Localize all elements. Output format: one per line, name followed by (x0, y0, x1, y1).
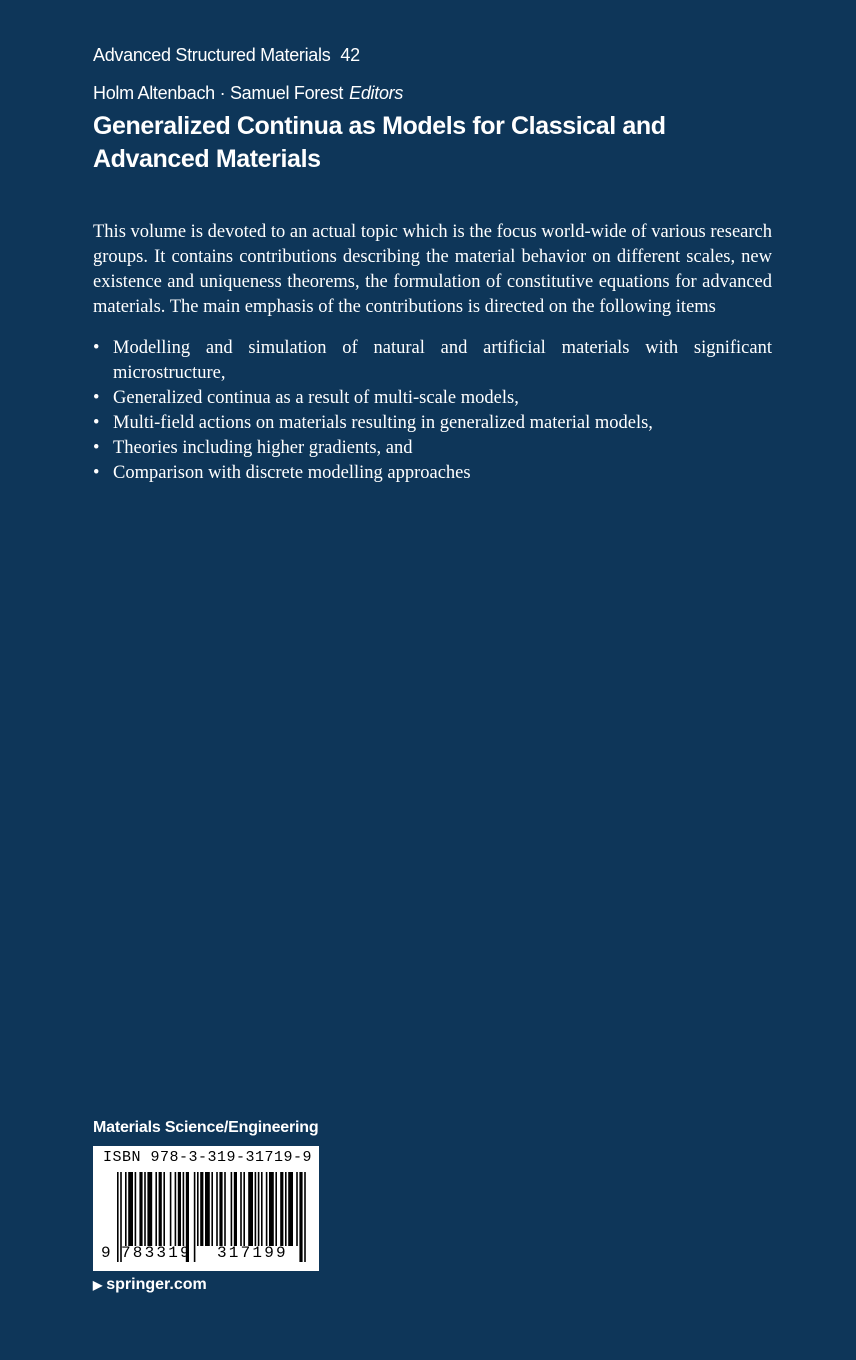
barcode-bar (135, 1172, 137, 1246)
barcode-bar (248, 1172, 253, 1246)
barcode-bar (296, 1172, 298, 1246)
website-link[interactable] (93, 1276, 207, 1294)
list-item: • Theories including higher gradients, and (93, 436, 772, 461)
series-line (93, 45, 360, 66)
description-text: This volume is devoted to an actual topic which is the focus world-wide of various research groups. It contains contributions describing the material behavior on different scales, new existence and uniqueness theorems, the formulation of constitutive equations for advanced materials. The main emphasis of the contributions is directed on the following items (93, 222, 772, 317)
barcode-bar (266, 1172, 268, 1246)
play-arrow-icon: ▶ (93, 1278, 103, 1292)
barcode-bar (197, 1172, 199, 1246)
isbn-barcode (93, 1146, 319, 1271)
barcode-bar (170, 1172, 172, 1246)
barcode-bar (231, 1172, 233, 1246)
barcode-bar (255, 1172, 257, 1246)
barcode-bar (224, 1172, 226, 1246)
topic-list (93, 336, 772, 486)
barcode-bar (155, 1172, 157, 1246)
barcode-bar (219, 1172, 222, 1246)
barcode-bar (163, 1172, 165, 1246)
barcode-bar (288, 1172, 293, 1246)
barcode-bar (280, 1172, 283, 1246)
barcode-bar (234, 1172, 237, 1246)
barcode-bar (178, 1172, 181, 1246)
barcode-bar (240, 1172, 242, 1246)
ean-right-group: 317199 (217, 1244, 288, 1262)
barcode-bar (216, 1172, 218, 1246)
barcode-bar (211, 1172, 213, 1246)
barcode-bar (139, 1172, 142, 1246)
barcode-bar (205, 1172, 210, 1246)
barcode-bar (183, 1172, 185, 1246)
list-item: • Multi-field actions on materials resulting in generalized material models, (93, 411, 772, 436)
series-volume: 42 (340, 45, 360, 65)
barcode-bar (147, 1172, 152, 1246)
barcode-bar (125, 1172, 127, 1246)
barcode-bar (200, 1172, 203, 1246)
barcode-bar (175, 1172, 177, 1246)
barcode-bar (159, 1172, 162, 1246)
barcode-bar (285, 1172, 287, 1246)
subject-category: Materials Science/Engineering (93, 1119, 319, 1136)
barcode-bar (128, 1172, 133, 1246)
list-item: • Modelling and simulation of natural and artificial materials with significant microstructure, (93, 336, 772, 386)
list-item: • Comparison with discrete modelling approaches (93, 461, 772, 486)
website-text: springer.com (106, 1276, 207, 1293)
barcode-bar (144, 1172, 146, 1246)
ean-digits (93, 1244, 319, 1266)
editor-names: Holm Altenbach · Samuel Forest (93, 83, 344, 103)
barcode-bar (243, 1172, 245, 1246)
ean-left-group: 783319 (121, 1244, 192, 1262)
editors-line (93, 83, 403, 104)
barcode-bar (261, 1172, 263, 1246)
book-title: Generalized Continua as Models for Classical and Advanced Materials (93, 112, 666, 173)
list-item: • Generalized continua as a result of multi-scale models, (93, 386, 772, 411)
ean-first-digit: 9 (101, 1244, 111, 1262)
description-block (93, 220, 772, 486)
barcode-bar (275, 1172, 277, 1246)
barcode-bar (269, 1172, 274, 1246)
editors-role: Editors (349, 83, 404, 103)
series-name: Advanced Structured Materials (93, 45, 331, 65)
barcode-bar (258, 1172, 260, 1246)
isbn-label: ISBN 978-3-319-31719-9 (103, 1149, 313, 1166)
